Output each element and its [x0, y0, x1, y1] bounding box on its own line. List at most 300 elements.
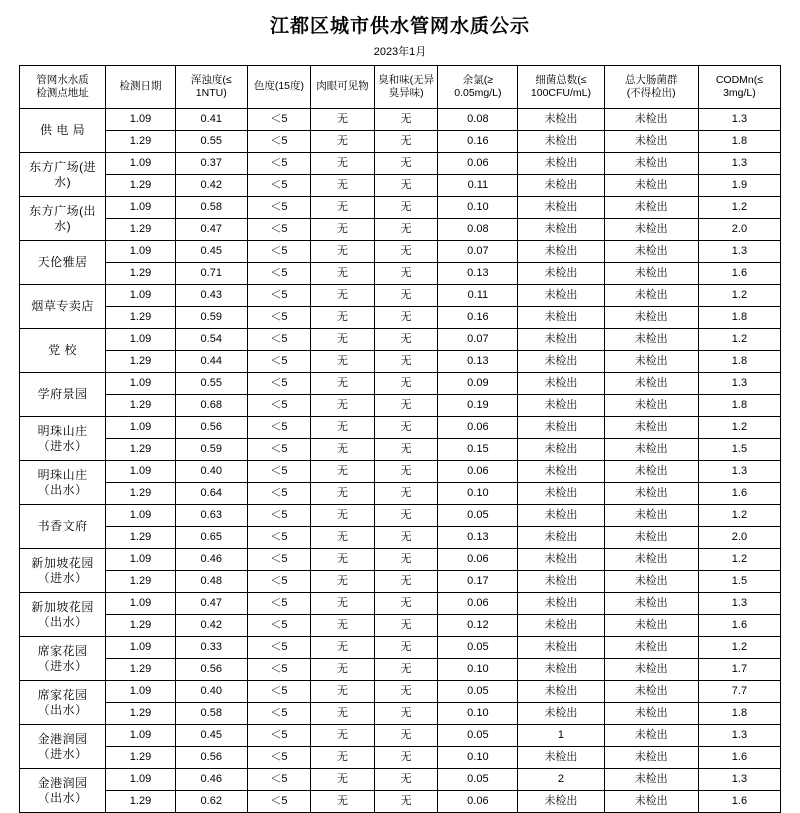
table-row [20, 461, 781, 483]
date-cell: 1.09 [106, 109, 176, 131]
chroma-cell: ＜5 [247, 659, 311, 681]
visible-matter-cell: 无 [311, 263, 375, 285]
bacteria-count-cell: 未检出 [518, 637, 604, 659]
column-header-line: (不得检出) [626, 87, 676, 99]
codmn-cell: 1.6 [698, 615, 780, 637]
residual-chlorine-cell: 0.10 [438, 703, 518, 725]
codmn-cell: 1.8 [698, 307, 780, 329]
site-name-line: 天伦雅居 [37, 255, 88, 269]
site-name-line: 东方广场(出 [29, 203, 97, 218]
table-row [20, 703, 781, 725]
site-name-cell [20, 417, 106, 461]
chroma-cell: ＜5 [247, 241, 311, 263]
column-header-line: CODMn(≤ [715, 73, 764, 86]
codmn-cell: 1.8 [698, 351, 780, 373]
turbidity-cell: 0.33 [175, 637, 247, 659]
codmn-cell: 1.3 [698, 373, 780, 395]
turbidity-cell: 0.42 [175, 615, 247, 637]
turbidity-cell: 0.54 [175, 329, 247, 351]
table-row [20, 439, 781, 461]
bacteria-count-cell: 未检出 [518, 549, 604, 571]
chroma-cell: ＜5 [247, 351, 311, 373]
odor-cell: 无 [374, 593, 438, 615]
bacteria-count-cell: 未检出 [518, 659, 604, 681]
bacteria-count-cell: 未检出 [518, 373, 604, 395]
residual-chlorine-cell: 0.05 [438, 725, 518, 747]
visible-matter-cell: 无 [311, 659, 375, 681]
bacteria-count-cell: 未检出 [518, 175, 604, 197]
chroma-cell: ＜5 [247, 219, 311, 241]
coliform-cell: 未检出 [604, 637, 698, 659]
turbidity-cell: 0.45 [175, 241, 247, 263]
date-cell: 1.29 [106, 131, 176, 153]
table-row [20, 285, 781, 307]
table-row [20, 373, 781, 395]
odor-cell: 无 [374, 769, 438, 791]
bacteria-count-cell: 未检出 [518, 439, 604, 461]
codmn-cell: 1.2 [698, 505, 780, 527]
column-header-line: 臭异味) [388, 87, 424, 99]
coliform-cell: 未检出 [604, 769, 698, 791]
codmn-cell: 1.3 [698, 593, 780, 615]
site-name-cell [20, 241, 106, 285]
chroma-cell: ＜5 [247, 329, 311, 351]
odor-cell: 无 [374, 219, 438, 241]
codmn-cell: 1.6 [698, 263, 780, 285]
date-cell: 1.29 [106, 791, 176, 813]
codmn-cell: 1.3 [698, 769, 780, 791]
table-row [20, 153, 781, 175]
visible-matter-cell: 无 [311, 615, 375, 637]
date-cell: 1.29 [106, 219, 176, 241]
odor-cell: 无 [374, 549, 438, 571]
date-cell: 1.09 [106, 241, 176, 263]
turbidity-cell: 0.44 [175, 351, 247, 373]
date-cell: 1.09 [106, 593, 176, 615]
codmn-cell: 1.2 [698, 417, 780, 439]
turbidity-cell: 0.65 [175, 527, 247, 549]
column-header-line: 肉眼可见物 [316, 80, 369, 93]
visible-matter-cell: 无 [311, 637, 375, 659]
site-name-line: 水) [54, 218, 72, 233]
chroma-cell: ＜5 [247, 417, 311, 439]
residual-chlorine-cell: 0.12 [438, 615, 518, 637]
chroma-cell: ＜5 [247, 175, 311, 197]
coliform-cell: 未检出 [604, 725, 698, 747]
site-name-cell [20, 637, 106, 681]
chroma-cell: ＜5 [247, 197, 311, 219]
codmn-cell: 1.8 [698, 395, 780, 417]
table-row [20, 549, 781, 571]
column-header-line: 检测点地址 [36, 87, 89, 99]
visible-matter-cell: 无 [311, 769, 375, 791]
chroma-cell: ＜5 [247, 791, 311, 813]
chroma-cell: ＜5 [247, 395, 311, 417]
odor-cell: 无 [374, 527, 438, 549]
bacteria-count-cell: 1 [518, 725, 604, 747]
date-cell: 1.29 [106, 395, 176, 417]
codmn-cell: 1.5 [698, 439, 780, 461]
bacteria-count-cell: 未检出 [518, 285, 604, 307]
residual-chlorine-cell: 0.06 [438, 791, 518, 813]
bacteria-count-cell: 未检出 [518, 681, 604, 703]
odor-cell: 无 [374, 483, 438, 505]
date-cell: 1.29 [106, 571, 176, 593]
visible-matter-cell: 无 [311, 461, 375, 483]
residual-chlorine-cell: 0.05 [438, 769, 518, 791]
codmn-cell: 1.9 [698, 175, 780, 197]
coliform-cell: 未检出 [604, 395, 698, 417]
turbidity-cell: 0.40 [175, 461, 247, 483]
date-cell: 1.09 [106, 329, 176, 351]
coliform-cell: 未检出 [604, 263, 698, 285]
bacteria-count-cell: 未检出 [518, 747, 604, 769]
page-subtitle: 2023年1月 [373, 46, 427, 58]
date-cell: 1.29 [106, 527, 176, 549]
site-name-line: 新加坡花园 [31, 599, 94, 614]
turbidity-cell: 0.63 [175, 505, 247, 527]
table-row [20, 131, 781, 153]
residual-chlorine-cell: 0.16 [438, 307, 518, 329]
odor-cell: 无 [374, 285, 438, 307]
visible-matter-cell: 无 [311, 109, 375, 131]
coliform-cell: 未检出 [604, 461, 698, 483]
table-row [20, 527, 781, 549]
chroma-cell: ＜5 [247, 461, 311, 483]
coliform-cell: 未检出 [604, 747, 698, 769]
site-name-line: 金港润园 [37, 775, 88, 790]
column-header-9 [698, 66, 780, 109]
table-row [20, 351, 781, 373]
bacteria-count-cell: 2 [518, 769, 604, 791]
codmn-cell: 1.8 [698, 703, 780, 725]
site-name-cell [20, 109, 106, 153]
turbidity-cell: 0.56 [175, 417, 247, 439]
turbidity-cell: 0.58 [175, 703, 247, 725]
site-name-line: （出水） [37, 702, 88, 717]
residual-chlorine-cell: 0.09 [438, 373, 518, 395]
site-name-cell [20, 549, 106, 593]
codmn-cell: 1.6 [698, 483, 780, 505]
visible-matter-cell: 无 [311, 791, 375, 813]
table-row [20, 109, 781, 131]
date-cell: 1.09 [106, 417, 176, 439]
bacteria-count-cell: 未检出 [518, 219, 604, 241]
table-row [20, 593, 781, 615]
site-name-cell [20, 197, 106, 241]
site-name-line: 明珠山庄 [37, 423, 88, 438]
table-row [20, 263, 781, 285]
residual-chlorine-cell: 0.05 [438, 681, 518, 703]
codmn-cell: 2.0 [698, 527, 780, 549]
chroma-cell: ＜5 [247, 593, 311, 615]
chroma-cell: ＜5 [247, 285, 311, 307]
date-cell: 1.09 [106, 153, 176, 175]
codmn-cell: 1.2 [698, 285, 780, 307]
bacteria-count-cell: 未检出 [518, 483, 604, 505]
chroma-cell: ＜5 [247, 263, 311, 285]
odor-cell: 无 [374, 615, 438, 637]
coliform-cell: 未检出 [604, 483, 698, 505]
bacteria-count-cell: 未检出 [518, 351, 604, 373]
date-cell: 1.29 [106, 747, 176, 769]
site-name-line: 学府景园 [37, 387, 88, 401]
odor-cell: 无 [374, 197, 438, 219]
bacteria-count-cell: 未检出 [518, 263, 604, 285]
coliform-cell: 未检出 [604, 659, 698, 681]
coliform-cell: 未检出 [604, 109, 698, 131]
table-row [20, 307, 781, 329]
table-row [20, 769, 781, 791]
visible-matter-cell: 无 [311, 241, 375, 263]
turbidity-cell: 0.55 [175, 373, 247, 395]
table-row [20, 725, 781, 747]
chroma-cell: ＜5 [247, 505, 311, 527]
residual-chlorine-cell: 0.07 [438, 241, 518, 263]
site-name-line: 席家花园 [37, 643, 88, 658]
visible-matter-cell: 无 [311, 505, 375, 527]
residual-chlorine-cell: 0.07 [438, 329, 518, 351]
turbidity-cell: 0.46 [175, 549, 247, 571]
codmn-cell: 1.8 [698, 131, 780, 153]
turbidity-cell: 0.42 [175, 175, 247, 197]
visible-matter-cell: 无 [311, 681, 375, 703]
chroma-cell: ＜5 [247, 769, 311, 791]
table-row [20, 615, 781, 637]
column-header-line: 1NTU) [195, 87, 227, 99]
chroma-cell: ＜5 [247, 571, 311, 593]
visible-matter-cell: 无 [311, 395, 375, 417]
bacteria-count-cell: 未检出 [518, 395, 604, 417]
codmn-cell: 1.7 [698, 659, 780, 681]
residual-chlorine-cell: 0.06 [438, 593, 518, 615]
coliform-cell: 未检出 [604, 703, 698, 725]
visible-matter-cell: 无 [311, 747, 375, 769]
chroma-cell: ＜5 [247, 153, 311, 175]
residual-chlorine-cell: 0.17 [438, 571, 518, 593]
site-name-line: 书香文府 [37, 519, 88, 533]
site-name-line: 东方广场(进 [29, 159, 97, 174]
site-name-line: （进水） [37, 570, 88, 585]
odor-cell: 无 [374, 373, 438, 395]
chroma-cell: ＜5 [247, 725, 311, 747]
column-header-line: 总大肠菌群 [624, 73, 678, 86]
residual-chlorine-cell: 0.19 [438, 395, 518, 417]
visible-matter-cell: 无 [311, 329, 375, 351]
visible-matter-cell: 无 [311, 197, 375, 219]
codmn-cell: 1.3 [698, 153, 780, 175]
coliform-cell: 未检出 [604, 571, 698, 593]
chroma-cell: ＜5 [247, 549, 311, 571]
turbidity-cell: 0.48 [175, 571, 247, 593]
coliform-cell: 未检出 [604, 285, 698, 307]
date-cell: 1.09 [106, 285, 176, 307]
odor-cell: 无 [374, 329, 438, 351]
chroma-cell: ＜5 [247, 637, 311, 659]
table-row [20, 505, 781, 527]
odor-cell: 无 [374, 571, 438, 593]
date-cell: 1.29 [106, 175, 176, 197]
codmn-cell: 1.2 [698, 329, 780, 351]
visible-matter-cell: 无 [311, 219, 375, 241]
bacteria-count-cell: 未检出 [518, 131, 604, 153]
turbidity-cell: 0.40 [175, 681, 247, 703]
residual-chlorine-cell: 0.06 [438, 549, 518, 571]
column-header-7 [518, 66, 604, 109]
site-name-cell [20, 461, 106, 505]
column-header-line: 色度(15度) [253, 80, 305, 93]
date-cell: 1.29 [106, 263, 176, 285]
odor-cell: 无 [374, 241, 438, 263]
coliform-cell: 未检出 [604, 351, 698, 373]
bacteria-count-cell: 未检出 [518, 109, 604, 131]
residual-chlorine-cell: 0.13 [438, 263, 518, 285]
turbidity-cell: 0.56 [175, 659, 247, 681]
codmn-cell: 1.5 [698, 571, 780, 593]
table-row [20, 791, 781, 813]
date-cell: 1.29 [106, 439, 176, 461]
coliform-cell: 未检出 [604, 615, 698, 637]
turbidity-cell: 0.59 [175, 307, 247, 329]
turbidity-cell: 0.46 [175, 769, 247, 791]
turbidity-cell: 0.68 [175, 395, 247, 417]
visible-matter-cell: 无 [311, 549, 375, 571]
codmn-cell: 1.2 [698, 637, 780, 659]
table-row [20, 241, 781, 263]
odor-cell: 无 [374, 395, 438, 417]
date-cell: 1.09 [106, 505, 176, 527]
column-header-line: 浑浊度(≤ [190, 73, 232, 86]
turbidity-cell: 0.43 [175, 285, 247, 307]
table-row [20, 197, 781, 219]
residual-chlorine-cell: 0.08 [438, 109, 518, 131]
site-name-cell [20, 769, 106, 813]
table-row [20, 571, 781, 593]
residual-chlorine-cell: 0.11 [438, 175, 518, 197]
turbidity-cell: 0.47 [175, 593, 247, 615]
coliform-cell: 未检出 [604, 791, 698, 813]
site-name-line: （进水） [37, 746, 88, 761]
table-row [20, 747, 781, 769]
bacteria-count-cell: 未检出 [518, 417, 604, 439]
site-name-cell [20, 505, 106, 549]
odor-cell: 无 [374, 703, 438, 725]
odor-cell: 无 [374, 351, 438, 373]
coliform-cell: 未检出 [604, 175, 698, 197]
chroma-cell: ＜5 [247, 615, 311, 637]
water-quality-table [19, 65, 781, 813]
site-name-line: （出水） [37, 614, 88, 629]
site-name-cell [20, 725, 106, 769]
odor-cell: 无 [374, 307, 438, 329]
column-header-2 [175, 66, 247, 109]
bacteria-count-cell: 未检出 [518, 461, 604, 483]
codmn-cell: 1.6 [698, 747, 780, 769]
residual-chlorine-cell: 0.13 [438, 527, 518, 549]
visible-matter-cell: 无 [311, 725, 375, 747]
codmn-cell: 1.6 [698, 791, 780, 813]
residual-chlorine-cell: 0.15 [438, 439, 518, 461]
coliform-cell: 未检出 [604, 307, 698, 329]
site-name-cell [20, 285, 106, 329]
bacteria-count-cell: 未检出 [518, 593, 604, 615]
visible-matter-cell: 无 [311, 593, 375, 615]
visible-matter-cell: 无 [311, 351, 375, 373]
chroma-cell: ＜5 [247, 747, 311, 769]
chroma-cell: ＜5 [247, 131, 311, 153]
visible-matter-cell: 无 [311, 417, 375, 439]
date-cell: 1.29 [106, 307, 176, 329]
codmn-cell: 1.2 [698, 549, 780, 571]
bacteria-count-cell: 未检出 [518, 615, 604, 637]
site-name-line: （进水） [37, 658, 88, 673]
table-row [20, 681, 781, 703]
odor-cell: 无 [374, 175, 438, 197]
visible-matter-cell: 无 [311, 131, 375, 153]
bacteria-count-cell: 未检出 [518, 307, 604, 329]
coliform-cell: 未检出 [604, 593, 698, 615]
visible-matter-cell: 无 [311, 307, 375, 329]
site-name-line: 新加坡花园 [31, 555, 94, 570]
coliform-cell: 未检出 [604, 549, 698, 571]
odor-cell: 无 [374, 109, 438, 131]
residual-chlorine-cell: 0.08 [438, 219, 518, 241]
site-name-line: 明珠山庄 [37, 467, 88, 482]
column-header-3 [247, 66, 311, 109]
date-cell: 1.09 [106, 725, 176, 747]
column-header-line: 0.05mg/L) [454, 87, 502, 99]
odor-cell: 无 [374, 505, 438, 527]
chroma-cell: ＜5 [247, 439, 311, 461]
coliform-cell: 未检出 [604, 329, 698, 351]
table-header [20, 66, 781, 109]
bacteria-count-cell: 未检出 [518, 241, 604, 263]
bacteria-count-cell: 未检出 [518, 329, 604, 351]
chroma-cell: ＜5 [247, 307, 311, 329]
turbidity-cell: 0.56 [175, 747, 247, 769]
turbidity-cell: 0.45 [175, 725, 247, 747]
date-cell: 1.09 [106, 549, 176, 571]
residual-chlorine-cell: 0.06 [438, 417, 518, 439]
chroma-cell: ＜5 [247, 373, 311, 395]
residual-chlorine-cell: 0.16 [438, 131, 518, 153]
table-row [20, 417, 781, 439]
odor-cell: 无 [374, 131, 438, 153]
column-header-8 [604, 66, 698, 109]
residual-chlorine-cell: 0.06 [438, 153, 518, 175]
site-name-cell [20, 593, 106, 637]
visible-matter-cell: 无 [311, 527, 375, 549]
residual-chlorine-cell: 0.13 [438, 351, 518, 373]
table-row [20, 637, 781, 659]
column-header-4 [311, 66, 375, 109]
site-name-line: 席家花园 [37, 687, 88, 702]
site-name-line: 水) [54, 174, 72, 189]
date-cell: 1.09 [106, 461, 176, 483]
date-cell: 1.29 [106, 351, 176, 373]
site-name-cell [20, 681, 106, 725]
column-header-line: 3mg/L) [723, 87, 756, 99]
coliform-cell: 未检出 [604, 241, 698, 263]
odor-cell: 无 [374, 725, 438, 747]
coliform-cell: 未检出 [604, 417, 698, 439]
visible-matter-cell: 无 [311, 483, 375, 505]
chroma-cell: ＜5 [247, 483, 311, 505]
site-name-line: 烟草专卖店 [31, 299, 94, 313]
table-row [20, 659, 781, 681]
date-cell: 1.09 [106, 769, 176, 791]
column-header-line: 细菌总数(≤ [535, 73, 587, 86]
